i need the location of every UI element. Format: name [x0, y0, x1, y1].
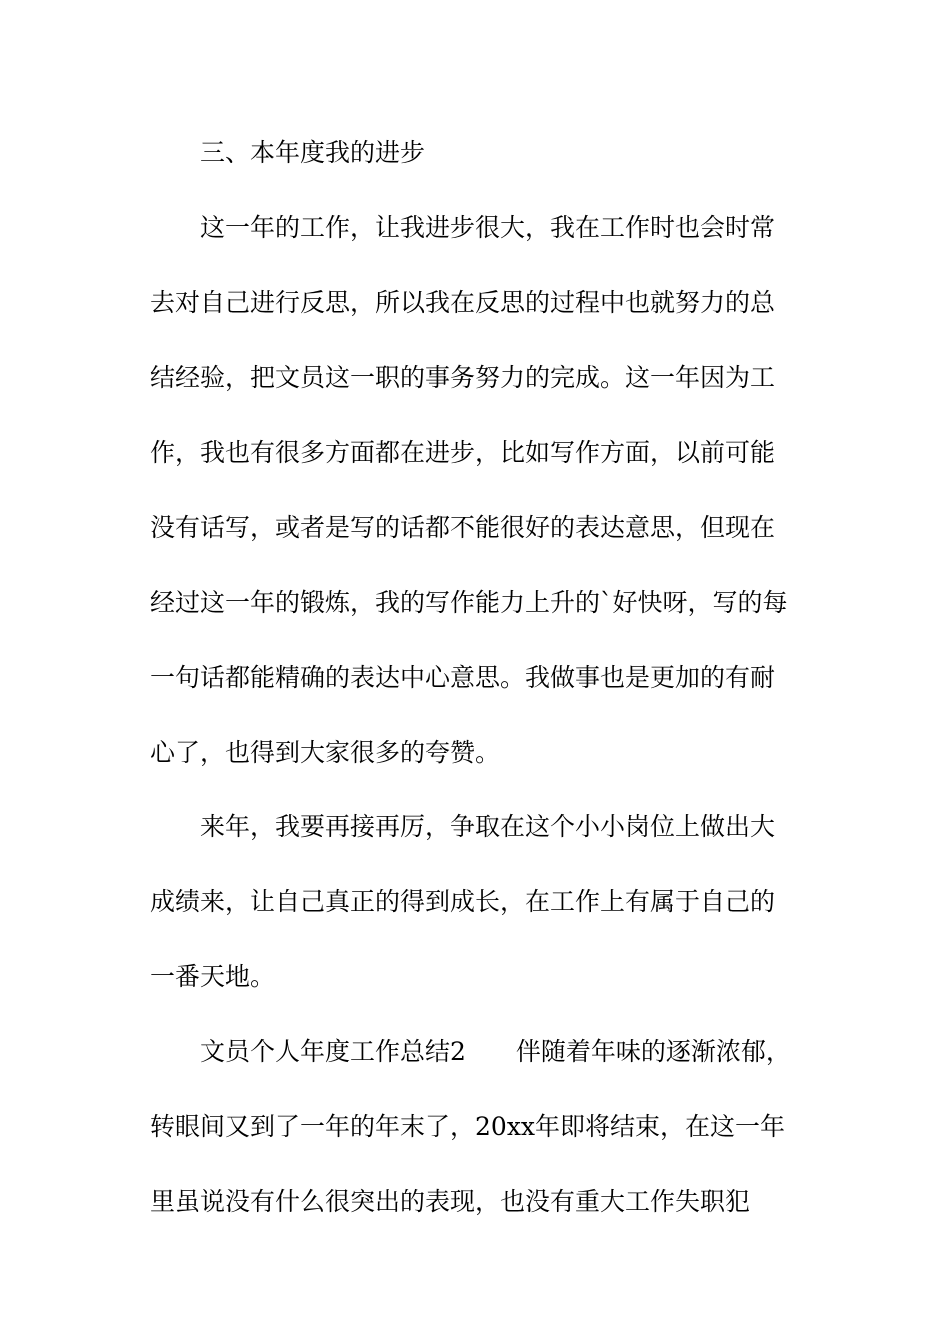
paragraph-line: 结经验，把文员这一职的事务努力的完成。这一年因为工: [150, 363, 776, 392]
paragraph-line: 来年，我要再接再厉，争取在这个小小岗位上做出大: [200, 812, 776, 841]
paragraph-line: 转眼间又到了一年的年末了，20xx年即将结束，在这一年: [150, 1112, 786, 1141]
paragraph-line: 里虽说没有什么很突出的表现，也没有重大工作失职犯: [150, 1187, 751, 1216]
paragraph-line: 一番天地。: [150, 962, 276, 991]
article-title-line: 文员个人年度工作总结2 伴随着年味的逐渐浓郁，: [200, 1037, 791, 1066]
section-heading: 三、本年度我的进步: [200, 138, 426, 167]
paragraph-line: 这一年的工作，让我进步很大，我在工作时也会时常: [200, 213, 776, 242]
paragraph-line: 没有话写，或者是写的话都不能很好的表达意思，但现在: [150, 513, 776, 542]
paragraph-line: 去对自己进行反思，所以我在反思的过程中也就努力的总: [150, 288, 776, 317]
paragraph-line: 心了，也得到大家很多的夸赞。: [150, 738, 501, 767]
paragraph-line: 成绩来，让自己真正的得到成长，在工作上有属于自己的: [150, 887, 776, 916]
paragraph-line: 一句话都能精确的表达中心意思。我做事也是更加的有耐: [150, 663, 776, 692]
paragraph-line: 经过这一年的锻炼，我的写作能力上升的`好快呀，写的每: [150, 588, 788, 617]
paragraph-line: 作，我也有很多方面都在进步，比如写作方面，以前可能: [150, 438, 776, 467]
